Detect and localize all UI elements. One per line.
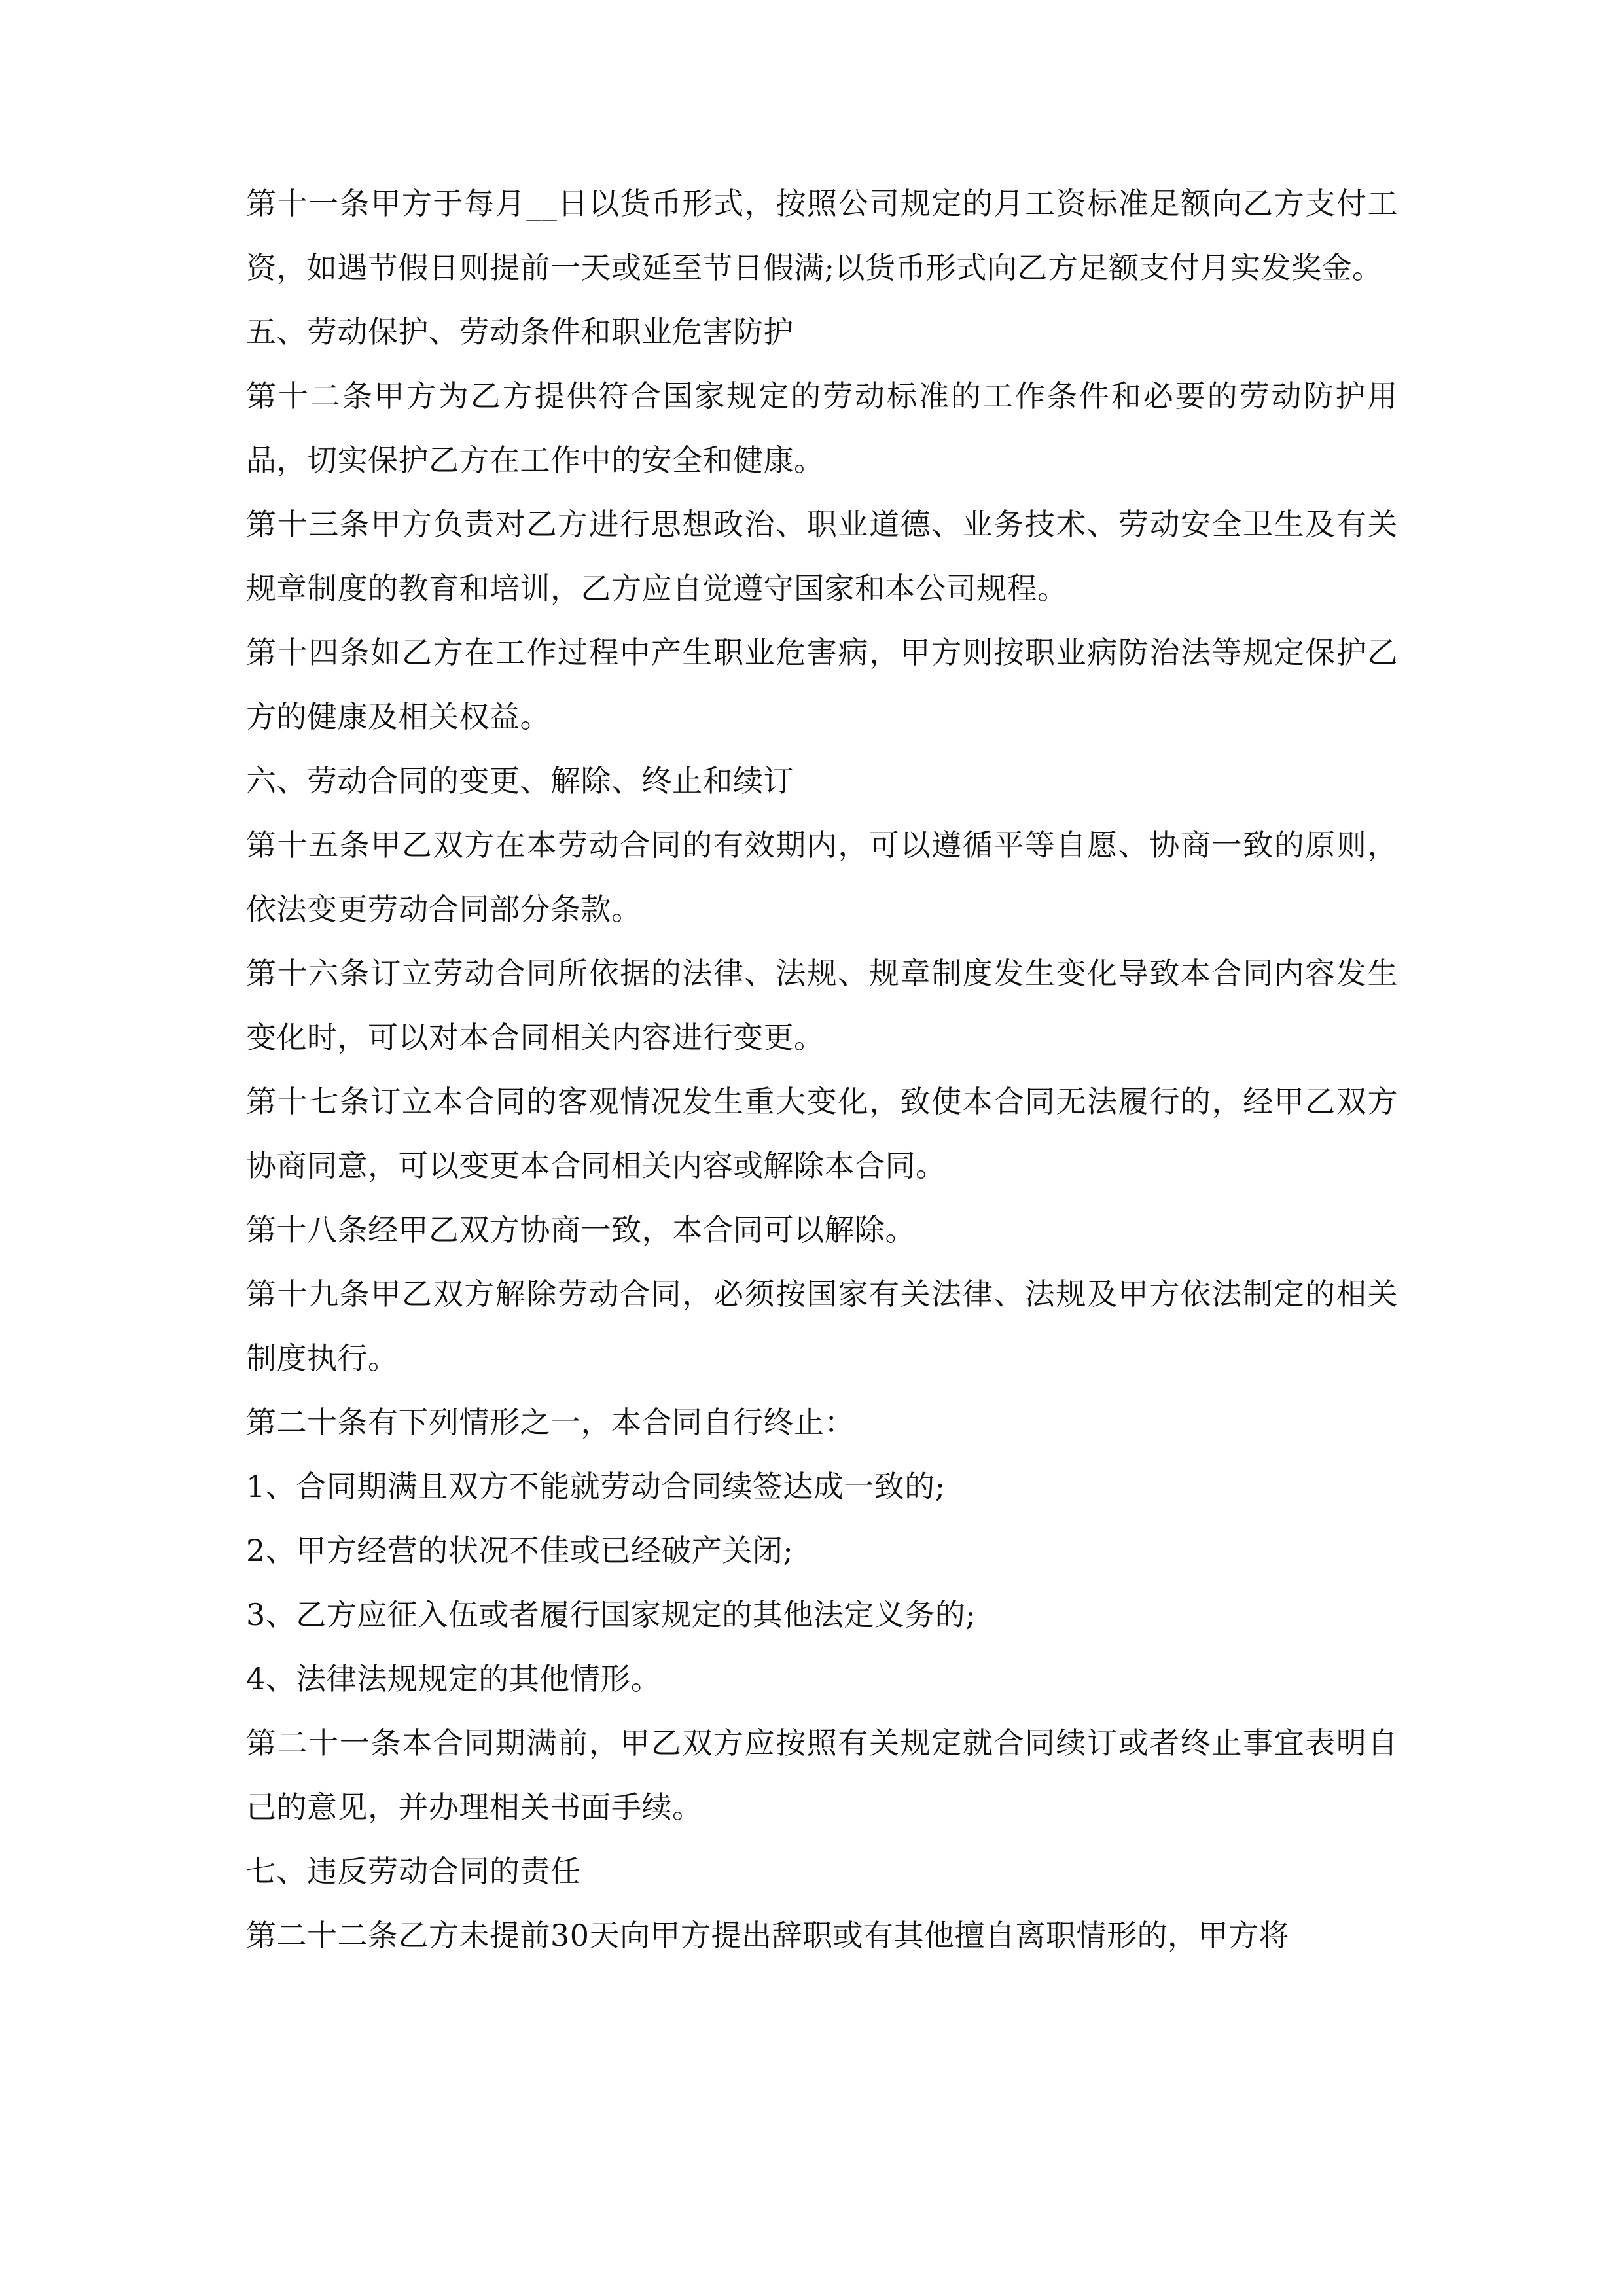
list-item-4: 4、法律法规规定的其他情形。: [246, 1661, 662, 1696]
section-6-heading: 六、劳动合同的变更、解除、终止和续订: [246, 763, 794, 798]
clause-22-paragraph: 第二十二条乙方未提前30天向甲方提出辞职或有其他擅自离职情形的，甲方将: [246, 1918, 1290, 1953]
clause-18-paragraph: 第十八条经甲乙双方协商一致，本合同可以解除。: [246, 1212, 916, 1247]
clause-14-paragraph: 第十四条如乙方在工作过程中产生职业危害病，甲方则按职业病防治法等规定保护乙方的健康及相关权益。: [246, 635, 1398, 734]
document-body: [246, 171, 1398, 1967]
clause-20-paragraph: 第二十条有下列情形之一，本合同自行终止：: [246, 1405, 855, 1440]
clause-19-paragraph: 第十九条甲乙双方解除劳动合同，必须按国家有关法律、法规及甲方依法制定的相关制度执行。: [246, 1276, 1398, 1376]
clause-12-paragraph: 第十二条甲方为乙方提供符合国家规定的劳动标准的工作条件和必要的劳动防护用品，切实保护乙方在工作中的安全和健康。: [246, 378, 1398, 478]
list-item-3: 3、乙方应征入伍或者履行国家规定的其他法定义务的;: [246, 1597, 976, 1632]
clause-21-paragraph: 第二十一条本合同期满前，甲乙双方应按照有关规定就合同续订或者终止事宜表明自己的意见，并办理相关书面手续。: [246, 1725, 1398, 1825]
clause-11-paragraph: 第十一条甲方于每月__日以货币形式，按照公司规定的月工资标准足额向乙方支付工资，如遇节假日则提前一天或延至节日假满;以货币形式向乙方足额支付月实发奖金。: [246, 186, 1398, 285]
list-item-2: 2、甲方经营的状况不佳或已经破产关闭;: [246, 1533, 794, 1568]
clause-13-paragraph: 第十三条甲方负责对乙方进行思想政治、职业道德、业务技术、劳动安全卫生及有关规章制度的教育和培训，乙方应自觉遵守国家和本公司规程。: [246, 507, 1398, 606]
clause-15-paragraph: 第十五条甲乙双方在本劳动合同的有效期内，可以遵循平等自愿、协商一致的原则，依法变更劳动合同部分条款。: [246, 827, 1398, 927]
section-5-heading: 五、劳动保护、劳动条件和职业危害防护: [246, 314, 794, 350]
list-item-1: 1、合同期满且双方不能就劳动合同续签达成一致的;: [246, 1469, 946, 1504]
clause-16-paragraph: 第十六条订立劳动合同所依据的法律、法规、规章制度发生变化导致本合同内容发生变化时，可以对本合同相关内容进行变更。: [246, 956, 1398, 1055]
section-7-heading: 七、违反劳动合同的责任: [246, 1854, 581, 1889]
clause-17-paragraph: 第十七条订立本合同的客观情况发生重大变化，致使本合同无法履行的，经甲乙双方协商同意，可以变更本合同相关内容或解除本合同。: [246, 1084, 1398, 1183]
